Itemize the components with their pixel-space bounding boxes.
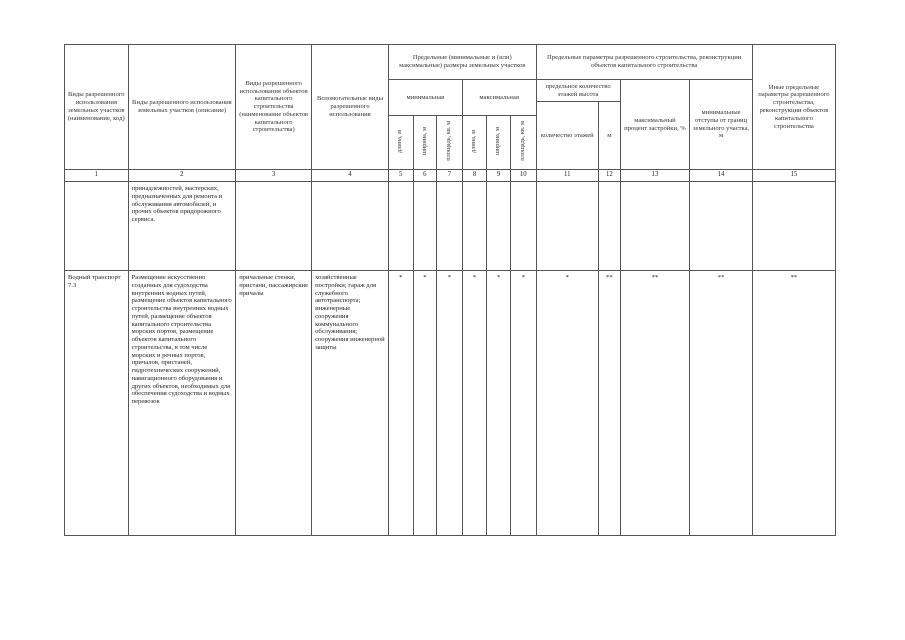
column-number: 9: [487, 170, 511, 182]
value-cell: *: [388, 271, 413, 536]
header-use-type-description: Виды разрешенного использования земельных участков (описание): [128, 45, 236, 170]
header-plot-size-limits: Предельные (минимальные и (или) максимальные) размеры земельных участков: [388, 45, 536, 80]
table-row: [65, 271, 836, 536]
value-cell: **: [752, 271, 835, 536]
value-cell: [599, 182, 621, 271]
value-cell: [487, 182, 511, 271]
header-min-area: площадь, кв. м: [437, 116, 463, 170]
header-other-params: Иные предельные параметры разрешенного строительства, реконструкции объектов капитального строительства: [752, 45, 835, 170]
column-number: 3: [236, 170, 312, 182]
header-min-length: длина, м: [388, 116, 413, 170]
header-max-width: ширина, м: [487, 116, 511, 170]
header-max-percent: максимальный процент застройки, %: [620, 80, 690, 170]
header-floors-count: количество этажей: [536, 102, 599, 170]
column-number: 15: [752, 170, 835, 182]
value-cell: **: [690, 271, 753, 536]
value-cell: *: [437, 271, 463, 536]
column-number: 2: [128, 170, 236, 182]
column-number: 14: [690, 170, 753, 182]
capital-objects: причальные стенки, пристани, пассажирские причалы: [236, 271, 312, 536]
header-use-type-name: Виды разрешенного использования земельных участков (наименование, код): [65, 45, 129, 170]
land-use-table: [64, 44, 836, 536]
column-number: 1: [65, 170, 129, 182]
header-auxiliary-uses: Вспомогательные виды разрешенного использования: [312, 45, 389, 170]
capital-objects: [236, 182, 312, 271]
header-max-length: длина, м: [462, 116, 487, 170]
column-number: 6: [413, 170, 437, 182]
value-cell: *: [536, 271, 599, 536]
header-min-setback: минимальные отступы от границ земельного участка, м: [690, 80, 753, 170]
value-cell: *: [510, 271, 536, 536]
value-cell: [536, 182, 599, 271]
use-type-description: Размещение искусственно созданных для судоходства внутренних водных путей, размещение объектов капитального строительства внутренних водных путей, размещение объектов капитального строительства морских портов, размещение объектов капитального строительства, в том числе морских и речных портов, причалов, пристаней, гидротехнических сооружений, навигационного оборудования и других объектов, необходимых для обеспечения судоходства и водных перевозок: [128, 271, 236, 536]
column-number: 7: [437, 170, 463, 182]
header-max-area: площадь, кв. м: [510, 116, 536, 170]
column-number: 10: [510, 170, 536, 182]
header-minimal: минимальная: [388, 80, 462, 116]
value-cell: [462, 182, 487, 271]
value-cell: *: [487, 271, 511, 536]
header-maximal: максимальная: [462, 80, 536, 116]
value-cell: *: [462, 271, 487, 536]
value-cell: *: [413, 271, 437, 536]
header-floors-group: предельное количество этажей высота: [536, 80, 620, 102]
header-height-m: м: [599, 102, 621, 170]
header-construction-params: Предельные параметры разрешенного строительства, реконструкции объектов капитального строительства: [536, 45, 752, 80]
use-type-name: Водный транспорт 7.3: [65, 271, 129, 536]
value-cell: [752, 182, 835, 271]
use-type-description: принадлежностей, мастерских, предназначенных для ремонта и обслуживания автомобилей, и прочих объектов придорожного сервиса.: [128, 182, 236, 271]
value-cell: **: [599, 271, 621, 536]
column-number: 8: [462, 170, 487, 182]
value-cell: [388, 182, 413, 271]
column-number: 11: [536, 170, 599, 182]
value-cell: **: [620, 271, 690, 536]
use-type-name: [65, 182, 129, 271]
column-number: 12: [599, 170, 621, 182]
value-cell: [413, 182, 437, 271]
header-capital-objects: Виды разрешенного использования объектов капитального строительства (наименование объектов капитального строительства): [236, 45, 312, 170]
value-cell: [510, 182, 536, 271]
value-cell: [690, 182, 753, 271]
column-number: 5: [388, 170, 413, 182]
column-numbers-row: [65, 170, 836, 182]
header-min-width: ширина, м: [413, 116, 437, 170]
auxiliary-uses: [312, 182, 389, 271]
value-cell: [620, 182, 690, 271]
column-number: 13: [620, 170, 690, 182]
column-number: 4: [312, 170, 389, 182]
table-row: [65, 182, 836, 271]
value-cell: [437, 182, 463, 271]
auxiliary-uses: хозяйственные постройки; гараж для служебного автотранспорта; инженерные сооружения коммунального обслуживания; сооружения инженерной защиты: [312, 271, 389, 536]
